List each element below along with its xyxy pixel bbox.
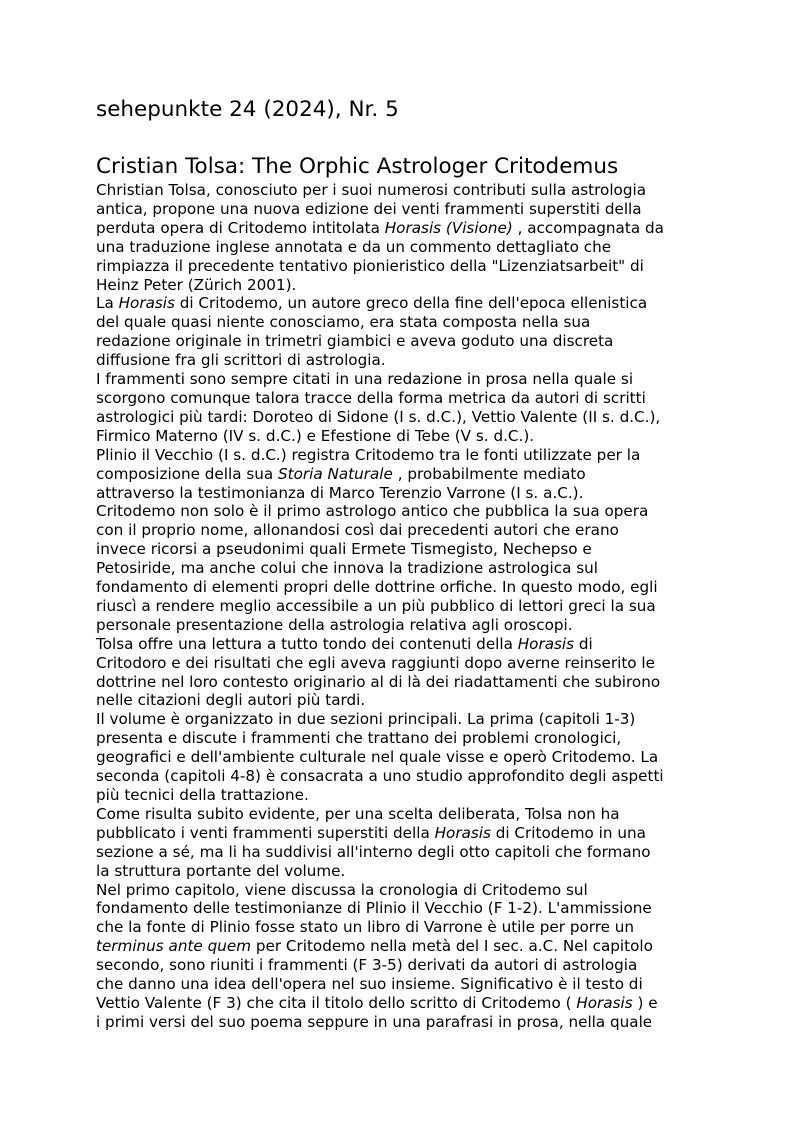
text-line <box>96 994 706 1013</box>
text-line <box>96 465 706 484</box>
text-line <box>96 200 706 219</box>
text-line <box>96 824 706 843</box>
text-segment: attraverso la testimonianza di Marco Terenzio Varrone (I s. a.C.). <box>96 483 584 502</box>
text-line <box>96 313 706 332</box>
text-segment: Critodoro e dei risultati che egli aveva raggiunti dopo averne reinserito le <box>96 653 655 672</box>
text-line <box>96 332 706 351</box>
text-segment: per Critodemo nella metà del I sec. a.C. Nel capitolo <box>251 937 653 956</box>
text-segment: del quale quasi niente conosciamo, era stata composta nella sua <box>96 313 591 332</box>
text-line <box>96 219 706 238</box>
text-segment: redazione originale in trimetri giambici e aveva goduto una discreta <box>96 332 614 351</box>
text-segment: di Critodemo in una <box>490 823 646 842</box>
italic-title: Horasis <box>118 294 175 313</box>
text-line <box>96 786 706 805</box>
text-line <box>96 729 706 748</box>
paragraph-first-line <box>96 181 706 200</box>
text-line <box>96 767 706 786</box>
text-segment: scorgono comunque talora tracce della forma metrica da autori di scritti <box>96 388 646 407</box>
text-line <box>96 578 706 597</box>
paragraph-first-line <box>96 710 706 729</box>
text-segment: fondamento delle testimonianze di Plinio il Vecchio (F 1-2). L'ammissione <box>96 899 652 918</box>
text-segment: composizione della sua <box>96 464 279 483</box>
italic-title: Horasis <box>434 823 491 842</box>
paragraph-first-line <box>96 635 706 654</box>
text-line <box>96 597 706 616</box>
text-segment: i primi versi del suo poema seppure in una parafrasi in prosa, nella quale <box>96 1012 653 1031</box>
text-segment: Plinio il Vecchio (I s. d.C.) registra Critodemo tra le fonti utilizzate per la <box>96 445 641 464</box>
text-segment: che danno una idea dell'opera nel suo insieme. Significativo è il testo di <box>96 975 643 994</box>
text-segment: nelle citazioni degli autori più tardi. <box>96 691 366 710</box>
document-page <box>96 96 706 1032</box>
text-segment: seconda (capitoli 4-8) è consacrata a uno studio approfondito degli aspetti <box>96 767 664 786</box>
text-line <box>96 956 706 975</box>
italic-title: Horasis <box>517 634 575 653</box>
paragraph-first-line <box>96 370 706 389</box>
text-line <box>96 257 706 276</box>
text-segment: , accompagnata da <box>512 218 664 237</box>
text-line <box>96 484 706 503</box>
text-segment: Vettio Valente (F 3) che cita il titolo dello scritto di Critodemo ( <box>96 993 577 1012</box>
italic-title: Horasis <box>576 993 633 1012</box>
text-segment: Heinz Peter (Zürich 2001). <box>96 275 297 294</box>
text-segment: rimpiazza il precedente tentativo pionieristico della "Lizenziatsarbeit" di <box>96 256 644 275</box>
text-segment: Critodemo non solo è il primo astrologo antico che pubblica la sua opera <box>96 502 649 521</box>
text-line <box>96 616 706 635</box>
text-segment: riuscì a rendere meglio accessibile a un più pubblico di lettori greci la sua <box>96 596 656 615</box>
text-segment: Nel primo capitolo, viene discussa la cronologia di Critodemo sul <box>96 880 588 899</box>
text-line <box>96 559 706 578</box>
text-segment: con il proprio nome, allonandosi così dai precedenti autori che erano <box>96 521 619 540</box>
text-line <box>96 654 706 673</box>
text-segment: Come risulta subito evidente, per una scelta deliberata, Tolsa non ha <box>96 804 620 823</box>
paragraph-first-line <box>96 805 706 824</box>
text-segment: secondo, sono riuniti i frammenti (F 3-5) derivati da autori di astrologia <box>96 956 638 975</box>
text-segment: Il volume è organizzato in due sezioni principali. La prima (capitoli 1-3) <box>96 710 636 729</box>
text-line <box>96 540 706 559</box>
text-line <box>96 238 706 257</box>
paragraph-first-line <box>96 294 706 313</box>
text-segment: , probabilmente mediato <box>392 464 586 483</box>
text-line <box>96 937 706 956</box>
text-line <box>96 862 706 881</box>
text-segment: diffusione fra gli scrittori di astrologia. <box>96 351 386 370</box>
text-line <box>96 427 706 446</box>
text-line <box>96 843 706 862</box>
review-body <box>96 181 706 1032</box>
italic-title: Horasis (Visione) <box>384 218 513 237</box>
text-line <box>96 1013 706 1032</box>
paragraph-first-line <box>96 446 706 465</box>
text-segment: presenta e discute i frammenti che trattano dei problemi cronologici, <box>96 729 622 748</box>
review-title: Cristian Tolsa: The Orphic Astrologer Critodemus <box>96 154 619 179</box>
text-segment: di Critodemo, un autore greco della fine dell'epoca ellenistica <box>174 294 648 313</box>
text-segment: geografici e dell'ambiente culturale nel quale visse e operò Critodemo. La <box>96 748 659 767</box>
text-segment: dottrine nel loro contesto originario al di là dei riadattamenti che subirono <box>96 672 661 691</box>
text-segment: la struttura portante del volume. <box>96 861 346 880</box>
text-segment: astrologici più tardi: Doroteo di Sidone (I s. d.C.), Vettio Valente (II s. d.C.), <box>96 407 661 426</box>
journal-header: sehepunkte 24 (2024), Nr. 5 <box>96 97 399 122</box>
text-line <box>96 975 706 994</box>
text-segment: più tecnici della trattazione. <box>96 786 309 804</box>
text-line <box>96 521 706 540</box>
text-line <box>96 408 706 427</box>
text-line <box>96 691 706 710</box>
text-segment: che la fonte di Plinio fosse stato un libro di Varrone è utile per porre un <box>96 918 635 937</box>
text-segment: ) e <box>632 993 658 1012</box>
text-line <box>96 351 706 370</box>
text-segment: di <box>574 634 593 653</box>
text-line <box>96 276 706 295</box>
text-line <box>96 673 706 692</box>
text-segment: sezione a sé, ma li ha suddivisi all'interno degli otto capitoli che formano <box>96 842 651 861</box>
text-segment: Christian Tolsa, conosciuto per i suoi numerosi contributi sulla astrologia <box>96 181 647 199</box>
text-segment: una traduzione inglese annotata e da un commento dettagliato che <box>96 237 612 256</box>
text-segment: perduta opera di Critodemo intitolata <box>96 218 385 237</box>
text-line <box>96 918 706 937</box>
italic-title: terminus ante quem <box>96 937 252 956</box>
paragraph-first-line <box>96 881 706 900</box>
text-line <box>96 899 706 918</box>
text-segment: I frammenti sono sempre citati in una redazione in prosa nella quale si <box>96 370 634 389</box>
text-segment: Tolsa offre una lettura a tutto tondo dei contenuti della <box>96 634 518 653</box>
text-line <box>96 748 706 767</box>
text-segment: fondamento di elementi propri delle dottrine orfiche. In questo modo, egli <box>96 578 658 597</box>
text-segment: Firmico Materno (IV s. d.C.) e Efestione di Tebe (V s. d.C.). <box>96 426 535 445</box>
text-segment: pubblicato i venti frammenti superstiti della <box>96 823 435 842</box>
text-segment: Petosiride, ma anche colui che innova la tradizione astrologica sul <box>96 559 599 578</box>
text-segment: antica, propone una nuova edizione dei venti frammenti superstiti della <box>96 199 642 218</box>
paragraph-first-line <box>96 502 706 521</box>
text-segment: personale presentazione della astrologia relativa agli oroscopi. <box>96 615 573 634</box>
text-segment: La <box>96 294 119 313</box>
text-segment: invece ricorsi a pseudonimi quali Ermete Tismegisto, Nechepso e <box>96 540 592 559</box>
italic-title: Storia Naturale <box>278 464 393 483</box>
text-line <box>96 389 706 408</box>
